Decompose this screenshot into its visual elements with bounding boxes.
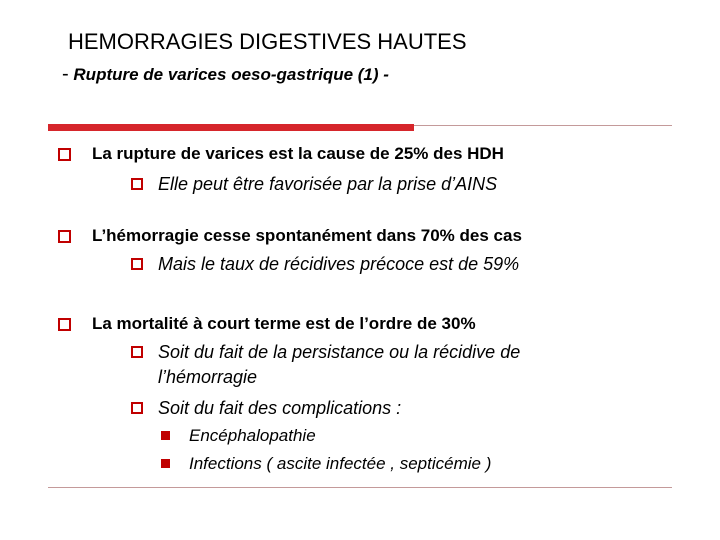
bullet-text: L’hémorragie cesse spontanément dans 70% des cas [92, 226, 522, 245]
filled-square-icon [161, 459, 170, 468]
sub-bullet-continuation [158, 365, 257, 389]
footer-divider-line [48, 487, 672, 488]
sub-bullet-text: Soit du fait de la persistance ou la récidive de [158, 342, 521, 362]
bullet-text: La rupture de varices est la cause de 25% des HDH [92, 144, 504, 163]
slide-title: HEMORRAGIES DIGESTIVES HAUTES [68, 29, 467, 54]
hollow-square-icon [58, 318, 71, 331]
sub-sub-bullet-text: Encéphalopathie [189, 426, 316, 445]
sub-sub-bullet-item [161, 425, 316, 447]
bullet-item [58, 313, 476, 335]
filled-square-icon [161, 431, 170, 440]
sub-bullet-item [131, 396, 401, 420]
subtitle-dash: - [62, 63, 69, 85]
sub-sub-bullet-text: Infections ( ascite infectée , septicémie ) [189, 454, 492, 473]
sub-bullet-item [131, 172, 497, 196]
sub-sub-bullet-item [161, 453, 491, 475]
hollow-square-icon [131, 178, 143, 190]
hollow-square-icon [58, 230, 71, 243]
sub-bullet-item [131, 252, 519, 276]
sub-bullet-text: Mais le taux de récidives précoce est de 59% [158, 254, 520, 274]
bullet-item [58, 143, 504, 165]
sub-bullet-item [131, 340, 520, 364]
sub-bullet-text: Soit du fait des complications : [158, 398, 402, 418]
bullet-text: La mortalité à court terme est de l’ordre de 30% [92, 314, 476, 333]
sub-bullet-text: Elle peut être favorisée par la prise d’AINS [158, 174, 498, 194]
hollow-square-icon [58, 148, 71, 161]
hollow-square-icon [131, 402, 143, 414]
subtitle-text: Rupture de varices oeso-gastrique (1) - [73, 65, 389, 84]
bullet-item [58, 225, 522, 247]
slide-subtitle [62, 63, 389, 86]
sub-bullet-text: l’hémorragie [158, 367, 258, 387]
header-accent-bar [48, 124, 414, 131]
hollow-square-icon [131, 346, 143, 358]
hollow-square-icon [131, 258, 143, 270]
